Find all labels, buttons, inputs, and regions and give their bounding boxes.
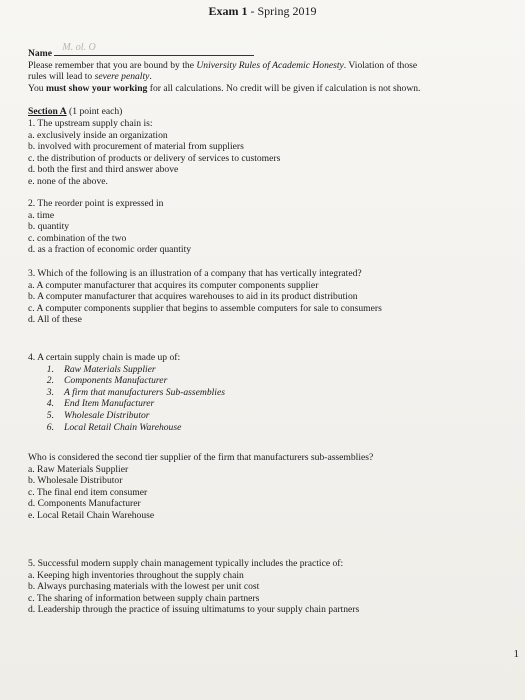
question-stem: 4. A certain supply chain is made up of: [28,352,181,363]
working-notice: You must show your working for all calculations. No credit will be given if calculation is not shown. [28,82,421,94]
exam-title [0,4,525,19]
answer-option[interactable]: b. Wholesale Distributor [28,475,123,487]
question-2 [28,198,499,256]
exam-title-term: - Spring 2019 [247,4,317,18]
answer-option[interactable]: a. Keeping high inventories throughout the supply chain [28,569,244,581]
answer-option[interactable]: c. The final end item consumer [28,486,148,498]
section-a-heading: Section A (1 point each) [28,106,123,117]
page-number: 1 [513,648,519,660]
name-label: Name [28,48,52,59]
question-stem: 5. Successful modern supply chain management typically includes the practice of: [28,558,344,569]
answer-option[interactable]: a. time [28,209,55,221]
question-stem: 2. The reorder point is expressed in [28,198,164,209]
chain-member: 2. Components Manufacturer [46,375,168,387]
chain-member: 6. Local Retail Chain Warehouse [46,421,182,433]
penalty-notice: rules will lead to severe penalty. [28,71,152,83]
chain-member: 3. A firm that manufacturers Sub-assemblies [46,386,225,398]
answer-option[interactable]: d. All of these [28,314,82,326]
answer-option[interactable]: a. A computer manufacturer that acquires its computer components supplier [28,279,319,291]
answer-option[interactable]: e. none of the above. [28,175,108,187]
chain-member: 1. Raw Materials Supplier [46,363,156,375]
answer-option[interactable]: c. the distribution of products or delivery of services to customers [28,152,281,164]
answer-option[interactable]: d. as a fraction of economic order quantity [28,244,192,256]
question-1 [28,118,499,188]
question-stem: 3. Which of the following is an illustration of a company that has vertically integrated? [28,268,362,279]
chain-member: 5. Wholesale Distributor [46,409,150,421]
question-3 [28,268,499,326]
answer-option[interactable]: a. exclusively inside an organization [28,129,168,141]
answer-option[interactable]: c. combination of the two [28,232,127,244]
honesty-notice: Please remember that you are bound by the University Rules of Academic Honesty. Violation of those [28,59,418,71]
answer-option[interactable]: e. Local Retail Chain Warehouse [28,509,155,521]
answer-option[interactable]: a. Raw Materials Supplier [28,463,129,475]
name-handwriting: M. ol. O [62,42,96,53]
question-5 [28,558,499,616]
question-4 [28,352,499,433]
answer-option[interactable]: d. both the first and third answer above [28,164,179,176]
answer-option[interactable]: b. quantity [28,221,70,233]
exam-title-main: Exam 1 [208,4,248,18]
question-stem: 1. The upstream supply chain is: [28,118,153,129]
question-4-prompt [28,452,499,522]
answer-option[interactable]: c. A computer components supplier that begins to assemble computers for sale to consumers [28,302,382,314]
answer-option[interactable]: b. Always purchasing materials with the lowest per unit cost [28,581,260,593]
answer-option[interactable]: d. Components Manufacturer [28,498,141,510]
intro-block [28,42,499,94]
chain-member: 4. End Item Manufacturer [46,398,155,410]
answer-option[interactable]: b. A computer manufacturer that acquires warehouses to aid in its product distribution [28,291,358,303]
answer-option[interactable]: b. involved with procurement of material from suppliers [28,141,244,153]
name-field[interactable] [54,42,254,56]
question-stem: Who is considered the second tier supplier of the firm that manufacturers sub-assemblies? [28,452,374,463]
answer-option[interactable]: c. The sharing of information between supply chain partners [28,592,260,604]
answer-option[interactable]: d. Leadership through the practice of issuing ultimatums to your supply chain partners [28,604,360,616]
